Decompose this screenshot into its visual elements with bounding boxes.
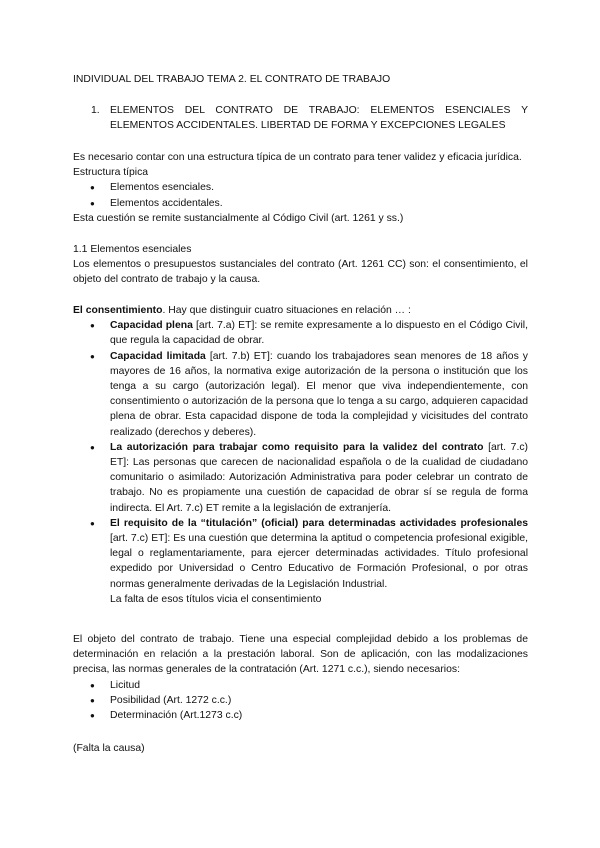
object-paragraph: El objeto del contrato de trabajo. Tiene una especial complejidad debido a los problemas de determinación en relación a la prestación laboral. Son de aplicación, con las modalizaciones precisa, las normas generales de la contratación (Art. 1271 c.c.), siendo necesarios: xyxy=(73,634,528,676)
list-item: ● Elementos esenciales. xyxy=(73,180,528,195)
item-text: [art. 7.c) ET]: Las personas que carecen de nacionalidad española o de la cualidad de ciudadano comunitario o asimilado: Autorización Administrativa para poder celebrar un contrato de trabajo. No es propiamente una cuestión de capacidad de obrar sí se regula de forma indirecta. El Art. 7.c) ET remite a la legislación de extranjería. xyxy=(110,441,528,514)
list-item: ● Elementos accidentales. xyxy=(73,196,528,211)
object-block xyxy=(73,632,528,723)
subsection-paragraph: Los elementos o presupuestos sustanciales del contrato (Art. 1261 CC) son: el consentimiento, el objeto del contrato de trabajo y la causa. xyxy=(73,259,528,286)
consent-list xyxy=(73,318,528,592)
consent-block xyxy=(73,303,528,607)
object-list xyxy=(73,678,528,724)
item-bold-label: El requisito de la “titulación” (oficial) para determinadas actividades profesionales xyxy=(110,517,528,529)
intro-civil-code-note: Esta cuestión se remite sustancialmente al Código Civil (art. 1261 y ss.) xyxy=(73,212,404,224)
consent-note: La falta de esos títulos vicia el consentimiento xyxy=(110,593,322,605)
subsection-block xyxy=(73,242,528,288)
list-item xyxy=(73,516,528,592)
list-item: ● Determinación (Art.1273 c.c) xyxy=(73,708,528,723)
section-heading-1 xyxy=(73,103,528,133)
item-bold-label: Capacidad plena xyxy=(110,320,193,332)
list-item: ● Posibilidad (Art. 1272 c.c.) xyxy=(73,693,528,708)
list-item: ● Licitud xyxy=(73,678,528,693)
list-item xyxy=(73,440,528,516)
subsection-heading: 1.1 Elementos esenciales xyxy=(73,244,192,255)
item-bold-label: Capacidad limitada xyxy=(110,350,206,362)
document-title: INDIVIDUAL DEL TRABAJO TEMA 2. EL CONTRATO DE TRABAJO xyxy=(73,74,391,85)
intro-block xyxy=(73,150,528,226)
section-number: 1. xyxy=(91,105,100,116)
item-bold-label: La autorización para trabajar como requisito para la validez del contrato xyxy=(110,441,484,453)
item-text: [art. 7.a) ET]: se remite expresamente a lo dispuesto en el Código Civil, que regula la capacidad de obrar. xyxy=(110,320,528,347)
consent-intro-text: . Hay que distinguir cuatro situaciones en relación … : xyxy=(162,305,411,316)
list-item xyxy=(73,318,528,348)
item-text: [art. 7.c) ET]: Es una cuestión que determina la aptitud o competencia profesional exigible, legal o reglamentariamente, para ejercer determinadas actividades. Título profesional expedido por Universidad o Centro Educativo de Formación Profesional, o por otras normas generalmente derivadas de la Legislación Industrial. xyxy=(110,533,528,590)
intro-list xyxy=(73,180,528,210)
consent-lead: El consentimiento xyxy=(73,305,163,316)
section-title: ELEMENTOS DEL CONTRATO DE TRABAJO: ELEMENTOS ESENCIALES Y ELEMENTOS ACCIDENTALES. LIBERTAD DE FORMA Y EXCEPCIONES LEGALES xyxy=(110,105,528,132)
footer-note: (Falta la causa) xyxy=(73,743,145,754)
intro-structure-label: Estructura típica xyxy=(73,167,149,179)
consent-intro xyxy=(73,303,528,318)
item-text: [art. 7.b) ET]: cuando los trabajadores sean menores de 18 años y mayores de 16 años, la normativa exige autorización de la persona o institución que los tenga a su cargo (autorización legal). El menor que viva independientemente, con consentimiento o autorización de la persona que lo tenga a su cargo, adquieren capacidad plena de obrar. Esta capacidad dispone de toda la complejidad y vicisitudes del contrato realizado (derechos y deberes). xyxy=(110,350,528,438)
list-item xyxy=(73,349,528,440)
intro-paragraph: Es necesario contar con una estructura típica de un contrato para tener validez y eficacia jurídica. xyxy=(73,152,522,163)
